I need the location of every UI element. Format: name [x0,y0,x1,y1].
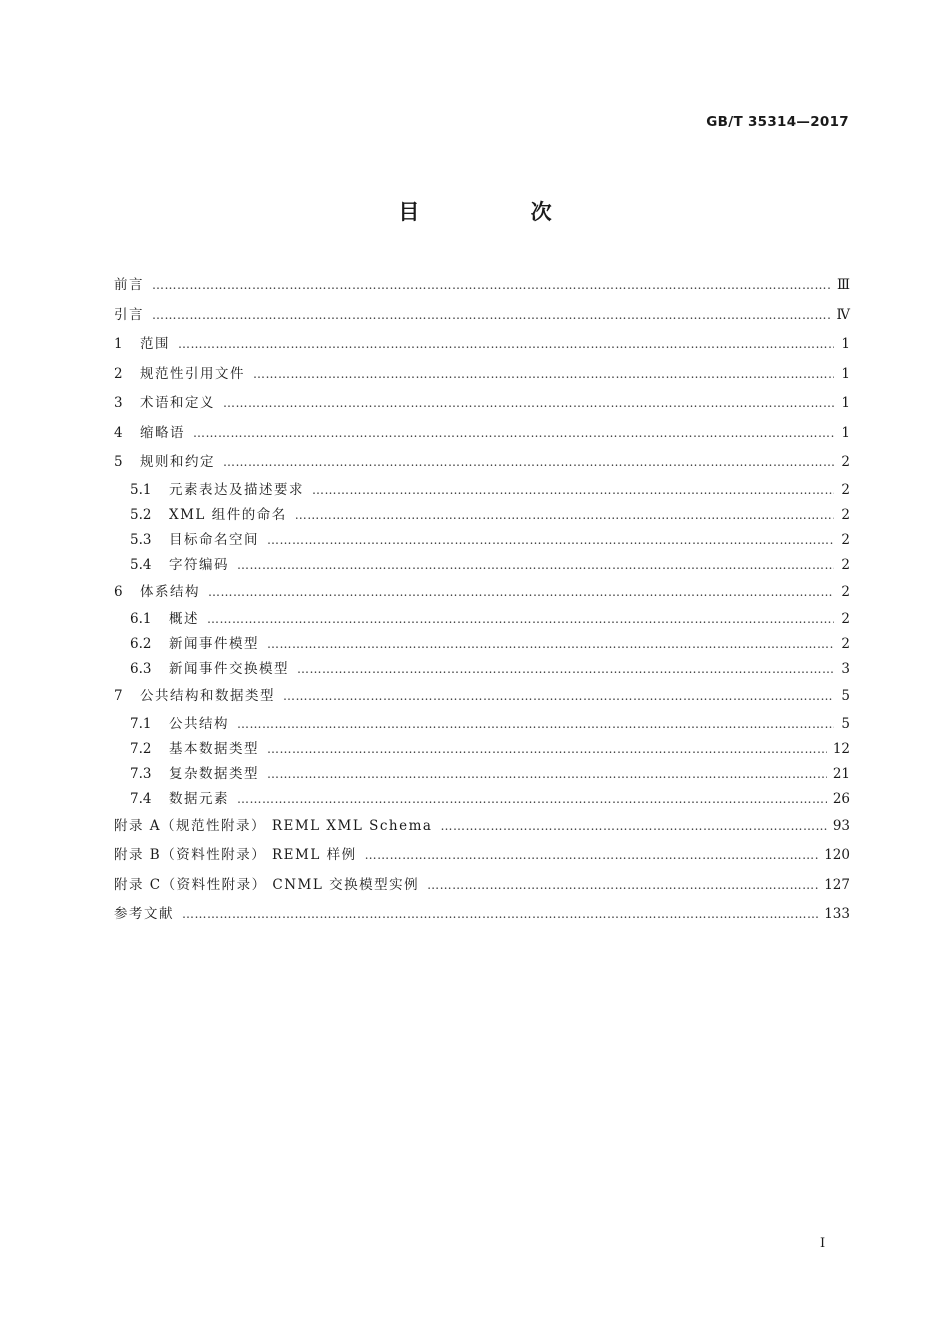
toc-entry[interactable] [114,657,850,682]
dot-leader [223,448,834,478]
dot-leader [365,841,819,871]
dot-leader [297,657,834,682]
toc-entry-number: 7 [114,688,123,704]
dot-leader [223,389,834,419]
dot-leader [237,787,827,812]
toc-entry-page: 2 [841,611,850,627]
toc-entry-label: 目标命名空间 [169,531,259,548]
toc-entry-page: 2 [841,506,850,523]
toc-entry-page: 5 [841,715,850,732]
dot-leader [267,737,827,762]
toc-entry-label: 新闻事件模型 [169,636,259,652]
toc-entry[interactable] [114,841,850,871]
dot-leader [295,503,834,528]
toc-entry-label: 引言 [114,306,144,323]
toc-entry-label: 公共结构 [169,715,229,732]
toc-entry-page: 3 [841,661,850,677]
toc-entry-page: 1 [841,395,850,411]
toc-entry-page: 127 [824,876,850,893]
toc-entry-number: 2 [114,365,123,382]
toc-entry-page: 1 [841,365,850,382]
toc-entry[interactable] [114,503,850,528]
toc-entry-label: 缩略语 [140,424,185,441]
table-of-contents [114,271,850,930]
toc-entry[interactable] [114,632,850,657]
toc-entry-label: 公共结构和数据类型 [140,688,275,704]
toc-entry[interactable] [114,301,850,331]
dot-leader [152,301,831,331]
toc-entry-label: 概述 [169,611,199,627]
toc-entry-label: 术语和定义 [140,395,215,411]
toc-entry-page: 1 [841,424,850,441]
dot-leader [237,712,834,737]
toc-entry-number: 5 [114,454,123,470]
dot-leader [237,553,834,578]
toc-entry-number: 6 [114,583,123,600]
toc-entry[interactable] [114,419,850,449]
toc-entry[interactable] [114,578,850,608]
toc-entry-number: 7.4 [130,790,152,807]
toc-entry-number: 4 [114,424,123,441]
toc-entry-number: 1 [114,336,123,352]
toc-entry-number: 6.2 [130,636,152,652]
dot-leader [178,330,834,360]
toc-entry-page: 93 [832,817,850,834]
toc-entry[interactable] [114,812,850,842]
dot-leader [267,762,827,787]
toc-entry[interactable] [114,607,850,632]
toc-entry-label: 数据元素 [169,790,229,807]
toc-entry-page: 21 [832,765,850,782]
dot-leader [253,360,834,390]
dot-leader [267,632,834,657]
dot-leader [193,419,834,449]
toc-entry-page: 2 [841,454,850,470]
dot-leader [207,607,834,632]
toc-entry-page: Ⅲ [836,277,850,293]
toc-entry-page: 133 [824,906,850,922]
toc-entry-number: 7.3 [130,765,152,782]
toc-entry-number: 5.3 [130,531,152,548]
toc-entry-label: 元素表达及描述要求 [169,481,304,498]
toc-entry-label: 附录 C（资料性附录） CNML 交换模型实例 [114,876,420,893]
page-number: I [820,1236,826,1251]
toc-entry[interactable] [114,900,850,930]
toc-entry-page: 120 [824,847,850,863]
dot-leader [312,478,834,503]
toc-entry-page: 2 [841,481,850,498]
toc-entry-label: 体系结构 [140,583,200,600]
toc-entry[interactable] [114,478,850,503]
toc-entry-number: 3 [114,395,123,411]
toc-entry-number: 5.1 [130,481,152,498]
toc-entry-label: 复杂数据类型 [169,765,259,782]
toc-entry[interactable] [114,871,850,901]
toc-entry-number: 5.2 [130,506,152,523]
toc-entry-page: 5 [841,688,850,704]
page-title: 目 次 [398,200,604,224]
dot-leader [208,578,834,608]
standard-code: GB/T 35314—2017 [706,114,849,130]
toc-entry-label: 字符编码 [169,556,229,573]
dot-leader [283,682,834,712]
toc-entry-label: 参考文献 [114,906,174,922]
toc-entry-page: 1 [841,336,850,352]
dot-leader [267,528,834,553]
toc-entry[interactable] [114,553,850,578]
toc-entry-label: 附录 B（资料性附录） REML 样例 [114,847,357,863]
toc-entry-label: 基本数据类型 [169,740,259,757]
toc-entry-page: 26 [832,790,850,807]
dot-leader [440,812,826,842]
toc-entry-number: 6.1 [130,611,152,627]
toc-entry[interactable] [114,330,850,360]
toc-entry-label: 规则和约定 [140,454,215,470]
toc-entry-page: 2 [841,531,850,548]
toc-entry[interactable] [114,762,850,787]
toc-entry-page: 2 [841,636,850,652]
toc-entry-page: Ⅳ [836,306,850,323]
toc-entry[interactable] [114,787,850,812]
toc-entry-number: 5.4 [130,556,152,573]
toc-entry[interactable] [114,528,850,553]
toc-entry[interactable] [114,389,850,419]
toc-entry[interactable] [114,360,850,390]
toc-entry[interactable] [114,448,850,478]
toc-entry-label: 前言 [114,277,144,293]
toc-entry[interactable] [114,737,850,762]
toc-entry-label: 新闻事件交换模型 [169,661,289,677]
toc-entry[interactable] [114,712,850,737]
toc-entry-number: 6.3 [130,661,152,677]
toc-entry-number: 7.1 [130,715,152,732]
dot-leader [152,271,831,301]
toc-entry[interactable] [114,271,850,301]
toc-entry[interactable] [114,682,850,712]
dot-leader [182,900,818,930]
toc-entry-number: 7.2 [130,740,152,757]
toc-entry-label: 附录 A（规范性附录） REML XML Schema [114,817,433,834]
dot-leader [427,871,818,901]
toc-entry-label: XML 组件的命名 [169,506,287,523]
toc-entry-label: 规范性引用文件 [140,365,245,382]
toc-entry-label: 范围 [140,336,170,352]
toc-entry-page: 2 [841,583,850,600]
toc-entry-page: 2 [841,556,850,573]
toc-entry-page: 12 [832,740,850,757]
